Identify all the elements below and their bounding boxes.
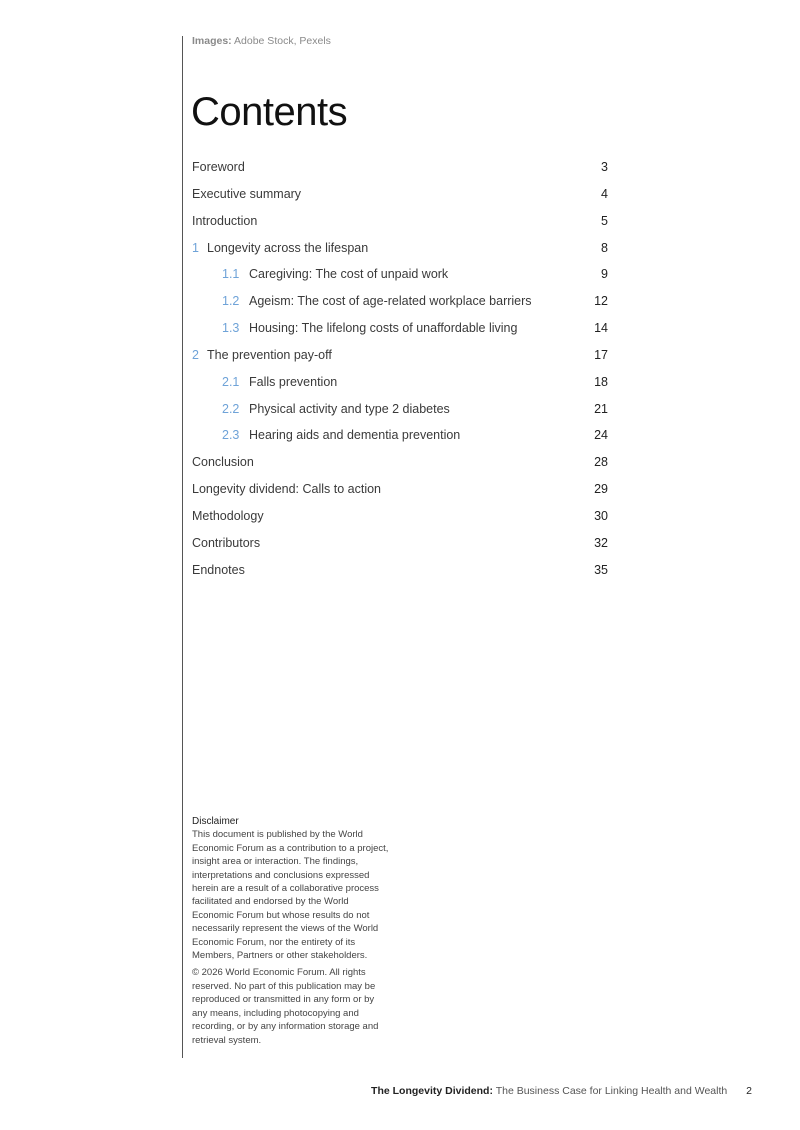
toc-entry-label: Executive summary [192, 186, 302, 201]
toc-entry[interactable] [192, 530, 608, 557]
toc-entry-page: 4 [601, 186, 608, 201]
toc-entry[interactable] [192, 288, 608, 315]
toc-entry-label: Hearing aids and dementia prevention [249, 428, 461, 443]
toc-entry-label: Housing: The lifelong costs of unaffordable living [249, 321, 518, 336]
toc-entry-page: 24 [594, 428, 608, 443]
page-footer [371, 1085, 752, 1097]
toc-entry-number: 1 [192, 240, 199, 255]
disclaimer-title: Disclaimer [192, 816, 239, 827]
toc-entry-number: 1.2 [222, 294, 240, 309]
toc-entry-page: 32 [594, 535, 608, 550]
toc-entry-page: 35 [594, 562, 608, 577]
toc-entry-label: Caregiving: The cost of unpaid work [249, 267, 449, 282]
table-of-contents [192, 154, 608, 584]
page-title: Contents [191, 90, 348, 134]
toc-entry-label: Endnotes [192, 562, 245, 577]
images-credit-value: Adobe Stock, Pexels [234, 35, 331, 47]
toc-entry[interactable] [192, 342, 608, 369]
toc-entry-label: Ageism: The cost of age-related workplace barriers [249, 294, 532, 309]
toc-entry[interactable] [192, 557, 608, 584]
toc-entry[interactable] [192, 396, 608, 423]
toc-entry-label: Physical activity and type 2 diabetes [249, 401, 450, 416]
margin-rule [182, 36, 183, 1058]
toc-entry-label: Methodology [192, 508, 264, 523]
toc-entry-label: The prevention pay-off [207, 347, 332, 362]
toc-entry-number: 1.1 [222, 267, 240, 282]
toc-entry-label: Falls prevention [249, 374, 338, 389]
toc-entry-number: 2.3 [222, 428, 240, 443]
toc-entry-page: 9 [601, 267, 608, 282]
toc-entry-page: 5 [601, 213, 608, 228]
toc-entry[interactable] [192, 369, 608, 396]
images-credit-label: Images: [192, 35, 232, 47]
toc-entry-page: 14 [594, 321, 608, 336]
toc-entry[interactable] [192, 261, 608, 288]
toc-entry-page: 8 [601, 240, 608, 255]
disclaimer [192, 815, 392, 1051]
toc-entry[interactable] [192, 315, 608, 342]
toc-entry-number: 1.3 [222, 321, 240, 336]
toc-entry-label: Longevity across the lifespan [207, 240, 369, 255]
images-credit [192, 35, 331, 47]
toc-entry[interactable] [192, 476, 608, 503]
toc-entry-page: 3 [601, 160, 608, 174]
toc-entry-label: Contributors [192, 535, 261, 550]
toc-entry[interactable] [192, 449, 608, 476]
toc-entry-page: 21 [594, 401, 608, 416]
toc-entry-page: 30 [594, 508, 608, 523]
toc-entry-page: 29 [594, 482, 608, 497]
footer-title-bold: The Longevity Dividend: [371, 1085, 493, 1097]
toc-entry[interactable] [192, 235, 608, 262]
toc-entry-page: 17 [594, 347, 608, 362]
toc-entry-page: 28 [594, 455, 608, 470]
toc-entry[interactable] [192, 422, 608, 449]
toc-entry[interactable] [192, 503, 608, 530]
copyright-notice: © 2026 World Economic Forum. All rights reserved. No part of this publication may be reproduced or transmitted in any form or by any means, including photocopying and recording, or by any information storage and retrieval system. [192, 967, 379, 1046]
toc-entry[interactable] [192, 208, 608, 235]
toc-entry-page: 12 [594, 294, 608, 309]
toc-entry[interactable] [192, 154, 608, 181]
disclaimer-body: This document is published by the World Economic Forum as a contribution to a project, insight area or interaction. The findings, interpretations and conclusions expressed herein are a result of a collaborative process facilitated and endorsed by the World Economic Forum but whose results do not necessarily represent the views of the World Economic Forum, nor the entirety of its Members, Partners or other stakeholders. [192, 829, 389, 962]
toc-entry-label: Conclusion [192, 455, 254, 470]
toc-entry-label: Introduction [192, 213, 258, 228]
toc-entry-number: 2 [192, 347, 199, 362]
toc-entry-label: Longevity dividend: Calls to action [192, 482, 382, 497]
toc-entry-page: 18 [594, 374, 608, 389]
footer-title-rest: The Business Case for Linking Health and Wealth [495, 1085, 728, 1097]
toc-entry-label: Foreword [192, 160, 245, 174]
toc-entry-number: 2.2 [222, 401, 240, 416]
footer-page-number: 2 [746, 1085, 752, 1097]
toc-entry[interactable] [192, 181, 608, 208]
toc-entry-number: 2.1 [222, 374, 240, 389]
